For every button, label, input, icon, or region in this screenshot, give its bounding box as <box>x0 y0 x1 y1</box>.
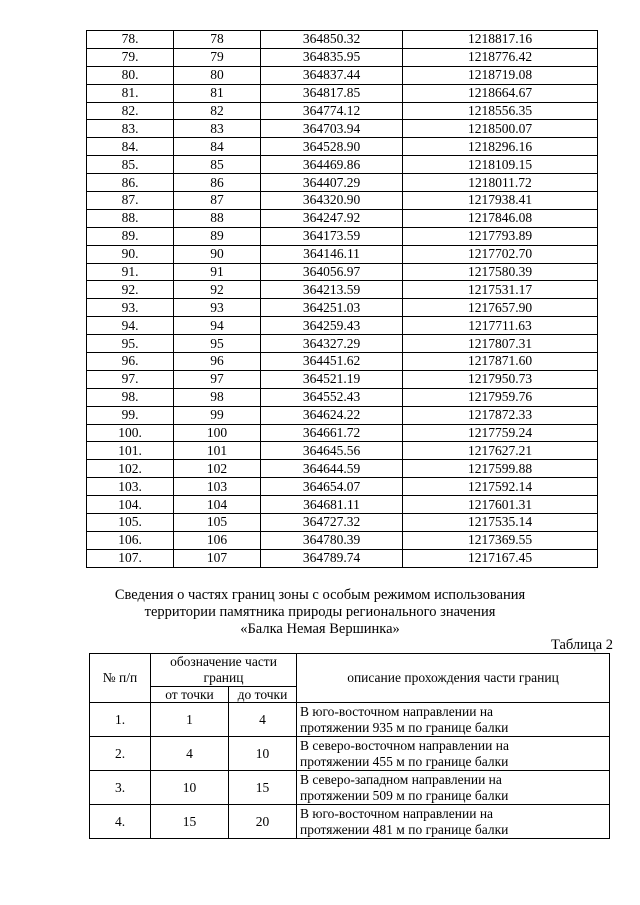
boundary-parts-body <box>90 703 610 839</box>
table-row <box>87 281 598 299</box>
coord-x: 364780.39 <box>261 531 403 549</box>
point-number: 81 <box>174 84 261 102</box>
table-row <box>87 353 598 371</box>
part-description <box>297 737 610 771</box>
point-number: 83 <box>174 120 261 138</box>
header-designation: обозначение части границ <box>151 654 297 687</box>
coordinates-table <box>86 30 598 568</box>
header-from-point: от точки <box>151 687 229 703</box>
table-row <box>87 299 598 317</box>
coord-y: 1218664.67 <box>403 84 598 102</box>
coord-y: 1218817.16 <box>403 31 598 49</box>
coord-y: 1217793.89 <box>403 227 598 245</box>
coord-y: 1217711.63 <box>403 317 598 335</box>
table2-label: Таблица 2 <box>550 637 613 653</box>
point-number: 102 <box>174 460 261 478</box>
point-number: 105 <box>174 514 261 532</box>
table-row <box>87 442 598 460</box>
from-point: 10 <box>151 771 229 805</box>
coord-y: 1217872.33 <box>403 406 598 424</box>
caption-line-2: территории памятника природы регионального значения <box>144 604 496 620</box>
coord-y: 1217592.14 <box>403 478 598 496</box>
part-description <box>297 805 610 839</box>
coordinates-table-body <box>87 31 598 568</box>
coord-y: 1217580.39 <box>403 263 598 281</box>
table-row <box>90 703 610 737</box>
row-number: 94. <box>87 317 174 335</box>
coord-y: 1217599.88 <box>403 460 598 478</box>
table-row <box>87 156 598 174</box>
from-point: 15 <box>151 805 229 839</box>
header-num: № п/п <box>90 654 151 703</box>
coord-y: 1218500.07 <box>403 120 598 138</box>
coord-x: 364654.07 <box>261 478 403 496</box>
coord-x: 364789.74 <box>261 549 403 567</box>
to-point: 20 <box>229 805 297 839</box>
coord-y: 1217959.76 <box>403 388 598 406</box>
caption-line-1: Сведения о частях границ зоны с особым режимом использования <box>114 587 526 603</box>
row-number: 106. <box>87 531 174 549</box>
description-line: протяжении 935 м по границе балки <box>300 719 509 735</box>
point-number: 91 <box>174 263 261 281</box>
coord-x: 364681.11 <box>261 496 403 514</box>
row-number: 105. <box>87 514 174 532</box>
from-point: 1 <box>151 703 229 737</box>
point-number: 98 <box>174 388 261 406</box>
point-number: 85 <box>174 156 261 174</box>
row-number: 102. <box>87 460 174 478</box>
table-row <box>87 531 598 549</box>
table-row <box>87 245 598 263</box>
coord-y: 1217871.60 <box>403 353 598 371</box>
description-line: В юго-восточном направлении на <box>300 806 494 821</box>
row-number: 98. <box>87 388 174 406</box>
description-line: В юго-восточном направлении на <box>300 704 494 719</box>
table-row <box>87 31 598 49</box>
coord-y: 1217535.14 <box>403 514 598 532</box>
point-number: 107 <box>174 549 261 567</box>
description-line: В северо-восточном направлении на <box>300 738 509 753</box>
part-number: 4. <box>90 805 151 839</box>
coord-y: 1218011.72 <box>403 174 598 192</box>
part-description <box>297 771 610 805</box>
coord-y: 1217702.70 <box>403 245 598 263</box>
table-row <box>87 66 598 84</box>
coord-x: 364837.44 <box>261 66 403 84</box>
header-to-point: до точки <box>229 687 297 703</box>
coord-x: 364469.86 <box>261 156 403 174</box>
row-number: 86. <box>87 174 174 192</box>
point-number: 79 <box>174 48 261 66</box>
point-number: 86 <box>174 174 261 192</box>
coord-x: 364213.59 <box>261 281 403 299</box>
coord-y: 1218776.42 <box>403 48 598 66</box>
coord-x: 364835.95 <box>261 48 403 66</box>
coord-y: 1217531.17 <box>403 281 598 299</box>
table-row <box>90 771 610 805</box>
table-row <box>87 317 598 335</box>
row-number: 85. <box>87 156 174 174</box>
table-row <box>90 737 610 771</box>
coord-x: 364056.97 <box>261 263 403 281</box>
coord-x: 364407.29 <box>261 174 403 192</box>
table-row <box>90 805 610 839</box>
table-row <box>87 549 598 567</box>
point-number: 94 <box>174 317 261 335</box>
header-description: описание прохождения части границ <box>297 654 610 703</box>
coord-y: 1217846.08 <box>403 209 598 227</box>
coord-x: 364451.62 <box>261 353 403 371</box>
coord-y: 1217759.24 <box>403 424 598 442</box>
row-number: 88. <box>87 209 174 227</box>
point-number: 95 <box>174 335 261 353</box>
coord-y: 1218296.16 <box>403 138 598 156</box>
coord-x: 364661.72 <box>261 424 403 442</box>
coord-y: 1217167.45 <box>403 549 598 567</box>
coord-y: 1217627.21 <box>403 442 598 460</box>
point-number: 80 <box>174 66 261 84</box>
point-number: 93 <box>174 299 261 317</box>
description-line: протяжении 509 м по границе балки <box>300 787 509 803</box>
coord-x: 364320.90 <box>261 192 403 210</box>
point-number: 101 <box>174 442 261 460</box>
point-number: 82 <box>174 102 261 120</box>
part-number: 1. <box>90 703 151 737</box>
row-number: 83. <box>87 120 174 138</box>
coord-x: 364251.03 <box>261 299 403 317</box>
to-point: 10 <box>229 737 297 771</box>
coord-x: 364528.90 <box>261 138 403 156</box>
row-number: 101. <box>87 442 174 460</box>
coord-x: 364644.59 <box>261 460 403 478</box>
table-row <box>87 138 598 156</box>
point-number: 92 <box>174 281 261 299</box>
row-number: 80. <box>87 66 174 84</box>
point-number: 104 <box>174 496 261 514</box>
table-row <box>87 514 598 532</box>
table-row <box>87 227 598 245</box>
to-point: 4 <box>229 703 297 737</box>
to-point: 15 <box>229 771 297 805</box>
coord-x: 364552.43 <box>261 388 403 406</box>
part-number: 3. <box>90 771 151 805</box>
row-number: 87. <box>87 192 174 210</box>
row-number: 84. <box>87 138 174 156</box>
coord-x: 364247.92 <box>261 209 403 227</box>
row-number: 97. <box>87 370 174 388</box>
coord-x: 364327.29 <box>261 335 403 353</box>
point-number: 90 <box>174 245 261 263</box>
table-row <box>87 102 598 120</box>
point-number: 97 <box>174 370 261 388</box>
table-row <box>87 263 598 281</box>
row-number: 93. <box>87 299 174 317</box>
coord-y: 1218719.08 <box>403 66 598 84</box>
coord-x: 364645.56 <box>261 442 403 460</box>
from-point: 4 <box>151 737 229 771</box>
coord-x: 364703.94 <box>261 120 403 138</box>
point-number: 99 <box>174 406 261 424</box>
row-number: 79. <box>87 48 174 66</box>
table-row <box>87 370 598 388</box>
coord-y: 1217950.73 <box>403 370 598 388</box>
table2-caption <box>0 587 640 638</box>
coord-y: 1217807.31 <box>403 335 598 353</box>
coord-y: 1217369.55 <box>403 531 598 549</box>
point-number: 78 <box>174 31 261 49</box>
row-number: 100. <box>87 424 174 442</box>
point-number: 100 <box>174 424 261 442</box>
point-number: 106 <box>174 531 261 549</box>
boundary-parts-header <box>90 654 610 703</box>
point-number: 88 <box>174 209 261 227</box>
point-number: 103 <box>174 478 261 496</box>
coord-y: 1217657.90 <box>403 299 598 317</box>
coord-x: 364774.12 <box>261 102 403 120</box>
table-row <box>87 192 598 210</box>
part-description <box>297 703 610 737</box>
table-row <box>87 478 598 496</box>
description-line: В северо-западном направлении на <box>300 772 502 787</box>
point-number: 87 <box>174 192 261 210</box>
description-line: протяжении 481 м по границе балки <box>300 821 509 837</box>
coord-x: 364259.43 <box>261 317 403 335</box>
part-number: 2. <box>90 737 151 771</box>
coord-y: 1218556.35 <box>403 102 598 120</box>
coord-x: 364817.85 <box>261 84 403 102</box>
table-row <box>87 424 598 442</box>
table-row <box>87 460 598 478</box>
row-number: 91. <box>87 263 174 281</box>
table-row <box>87 209 598 227</box>
point-number: 96 <box>174 353 261 371</box>
coord-y: 1217601.31 <box>403 496 598 514</box>
row-number: 107. <box>87 549 174 567</box>
row-number: 103. <box>87 478 174 496</box>
table-row <box>87 406 598 424</box>
table-row <box>87 48 598 66</box>
row-number: 89. <box>87 227 174 245</box>
row-number: 95. <box>87 335 174 353</box>
table-row <box>87 335 598 353</box>
description-line: протяжении 455 м по границе балки <box>300 753 509 769</box>
table-row <box>87 120 598 138</box>
row-number: 104. <box>87 496 174 514</box>
coord-x: 364850.32 <box>261 31 403 49</box>
coord-x: 364521.19 <box>261 370 403 388</box>
row-number: 99. <box>87 406 174 424</box>
coord-x: 364727.32 <box>261 514 403 532</box>
table-row <box>87 84 598 102</box>
coord-x: 364173.59 <box>261 227 403 245</box>
table-row <box>87 388 598 406</box>
caption-line-3: «Балка Немая Вершинка» <box>240 621 400 637</box>
row-number: 90. <box>87 245 174 263</box>
point-number: 89 <box>174 227 261 245</box>
table-row <box>87 174 598 192</box>
coord-y: 1217938.41 <box>403 192 598 210</box>
boundary-parts-table <box>89 653 610 839</box>
point-number: 84 <box>174 138 261 156</box>
coord-x: 364146.11 <box>261 245 403 263</box>
row-number: 81. <box>87 84 174 102</box>
coord-y: 1218109.15 <box>403 156 598 174</box>
row-number: 78. <box>87 31 174 49</box>
row-number: 82. <box>87 102 174 120</box>
row-number: 92. <box>87 281 174 299</box>
coord-x: 364624.22 <box>261 406 403 424</box>
table-row <box>87 496 598 514</box>
row-number: 96. <box>87 353 174 371</box>
